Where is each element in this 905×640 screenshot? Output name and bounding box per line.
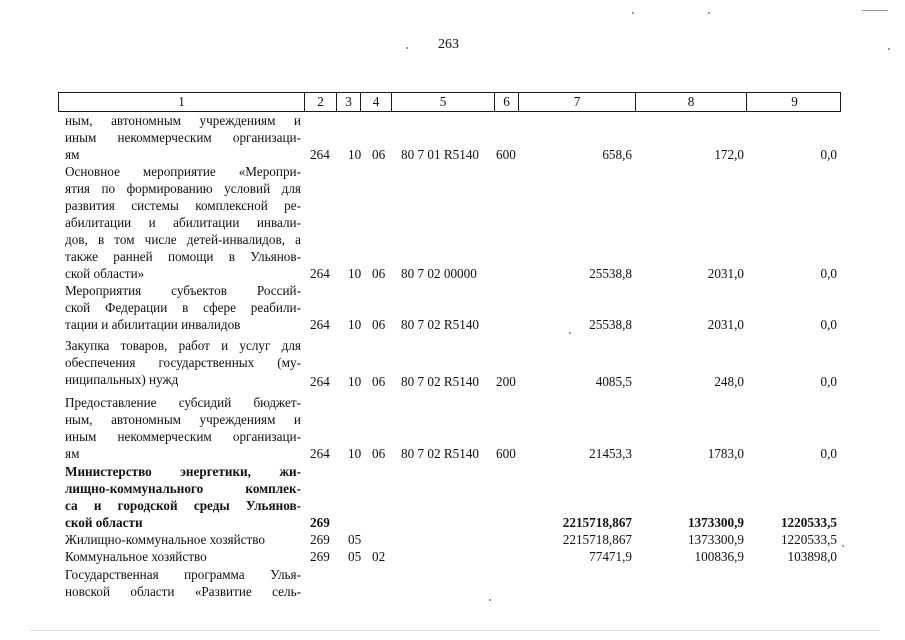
description-line: обеспечения государственных (му- xyxy=(65,355,301,370)
cell-ministry: 264 xyxy=(310,374,330,389)
description-line: Государственная программа Улья- xyxy=(65,567,301,582)
description-line: иным некоммерческим организаци- xyxy=(65,130,301,145)
scan-speck xyxy=(30,630,880,631)
cell-ministry: 264 xyxy=(310,266,330,281)
row-description xyxy=(65,548,301,565)
cell-amount-2: 248,0 xyxy=(714,374,744,389)
description-line: Министерство энергетики, жи- xyxy=(65,464,301,479)
cell-amount-2: 2031,0 xyxy=(707,317,744,332)
description-line: Жилищно-коммунальное хозяйство xyxy=(65,532,266,547)
row-description xyxy=(65,163,301,282)
description-line: лищно-коммунального комплек- xyxy=(65,481,301,496)
table-header-row xyxy=(58,92,841,112)
cell-amount-1: 77471,9 xyxy=(589,549,632,564)
row-description xyxy=(65,112,301,163)
scan-speck xyxy=(406,47,408,49)
description-line: ям xyxy=(65,446,80,461)
cell-target-article: 80 7 02 R5140 xyxy=(401,446,480,461)
cell-expense-type: 600 xyxy=(496,446,516,461)
scan-speck xyxy=(569,332,571,334)
cell-amount-3: 0,0 xyxy=(820,317,837,332)
description-line: Основное мероприятие «Меропри- xyxy=(65,164,301,179)
description-line: ской Федерации в сфере реабили- xyxy=(65,300,301,315)
cell-subsection: 06 xyxy=(372,374,386,389)
scan-speck xyxy=(489,599,491,601)
cell-amount-1: 25538,8 xyxy=(589,317,632,332)
cell-amount-3: 1220533,5 xyxy=(780,532,837,547)
description-line: развития системы комплексной ре- xyxy=(65,198,301,213)
cell-amount-3: 0,0 xyxy=(820,266,837,281)
cell-section: 05 xyxy=(348,532,362,547)
header-col-5: 5 xyxy=(392,93,495,111)
cell-amount-2: 1783,0 xyxy=(707,446,744,461)
cell-section: 10 xyxy=(348,147,362,162)
cell-subsection: 02 xyxy=(372,549,386,564)
cell-subsection: 06 xyxy=(372,446,386,461)
cell-section: 10 xyxy=(348,266,362,281)
header-col-8: 8 xyxy=(636,93,747,111)
description-line: ям xyxy=(65,147,80,162)
header-col-6: 6 xyxy=(495,93,519,111)
cell-section: 10 xyxy=(348,446,362,461)
cell-amount-3: 103898,0 xyxy=(787,549,837,564)
cell-amount-2: 172,0 xyxy=(714,147,744,162)
page-number: 263 xyxy=(438,37,459,52)
cell-section: 10 xyxy=(348,374,362,389)
description-line: ской области» xyxy=(65,266,145,281)
scan-speck xyxy=(842,545,844,547)
description-line: ятия по формированию условий для xyxy=(65,181,301,196)
cell-ministry: 264 xyxy=(310,147,330,162)
cell-ministry: 269 xyxy=(310,549,330,564)
cell-amount-1: 658,6 xyxy=(602,147,632,162)
cell-amount-1: 25538,8 xyxy=(589,266,632,281)
row-description xyxy=(65,566,301,600)
cell-expense-type: 600 xyxy=(496,147,516,162)
header-col-1: 1 xyxy=(59,93,305,111)
cell-amount-2: 100836,9 xyxy=(694,549,744,564)
description-line: новской области «Развитие сель- xyxy=(65,584,301,599)
cell-subsection: 06 xyxy=(372,317,386,332)
description-line: ным, автономным учреждениям и xyxy=(65,412,301,427)
cell-ministry: 264 xyxy=(310,317,330,332)
cell-expense-type: 200 xyxy=(496,374,516,389)
header-col-4: 4 xyxy=(361,93,392,111)
scan-speck xyxy=(888,48,890,50)
cell-ministry: 269 xyxy=(310,532,330,547)
description-line: Мероприятия субъектов Россий- xyxy=(65,283,301,298)
description-line: Предоставление субсидий бюджет- xyxy=(65,395,301,410)
cell-section: 10 xyxy=(348,317,362,332)
cell-amount-1: 2215718,867 xyxy=(562,532,632,547)
scan-speck xyxy=(862,10,888,11)
description-line: также ранней помощи в Ульянов- xyxy=(65,249,301,264)
cell-amount-3: 0,0 xyxy=(820,147,837,162)
cell-target-article: 80 7 02 R5140 xyxy=(401,317,480,332)
scan-speck xyxy=(708,12,710,14)
row-description xyxy=(65,463,301,531)
description-line: абилитации и абилитации инвали- xyxy=(65,215,301,230)
cell-amount-3: 0,0 xyxy=(820,374,837,389)
cell-amount-2: 1373300,9 xyxy=(687,515,744,530)
description-line: ным, автономным учреждениям и xyxy=(65,113,301,128)
cell-ministry: 269 xyxy=(310,515,330,530)
row-description xyxy=(65,282,301,333)
description-line: Закупка товаров, работ и услуг для xyxy=(65,338,301,353)
scan-speck xyxy=(632,12,634,14)
cell-subsection: 06 xyxy=(372,147,386,162)
cell-amount-2: 1373300,9 xyxy=(687,532,744,547)
header-col-2: 2 xyxy=(305,93,337,111)
description-line: дов, в том числе детей-инвалидов, а xyxy=(65,232,301,247)
cell-amount-2: 2031,0 xyxy=(707,266,744,281)
row-description xyxy=(65,394,301,462)
description-line: ской области xyxy=(65,515,143,530)
header-col-7: 7 xyxy=(519,93,636,111)
cell-subsection: 06 xyxy=(372,266,386,281)
row-description xyxy=(65,337,301,388)
description-line: тации и абилитации инвалидов xyxy=(65,317,241,332)
cell-amount-1: 21453,3 xyxy=(589,446,632,461)
cell-target-article: 80 7 02 00000 xyxy=(401,266,477,281)
cell-target-article: 80 7 02 R5140 xyxy=(401,374,480,389)
cell-ministry: 264 xyxy=(310,446,330,461)
cell-section: 05 xyxy=(348,549,362,564)
cell-target-article: 80 7 01 R5140 xyxy=(401,147,480,162)
cell-amount-1: 4085,5 xyxy=(595,374,632,389)
description-line: са и городской среды Ульянов- xyxy=(65,498,301,513)
cell-amount-3: 1220533,5 xyxy=(780,515,837,530)
row-description xyxy=(65,531,301,548)
description-line: Коммунальное хозяйство xyxy=(65,549,207,564)
header-col-3: 3 xyxy=(337,93,361,111)
description-line: иным некоммерческим организаци- xyxy=(65,429,301,444)
description-line: ниципальных) нужд xyxy=(65,372,179,387)
header-col-9: 9 xyxy=(791,94,798,109)
cell-amount-1: 2215718,867 xyxy=(562,515,632,530)
cell-amount-3: 0,0 xyxy=(820,446,837,461)
